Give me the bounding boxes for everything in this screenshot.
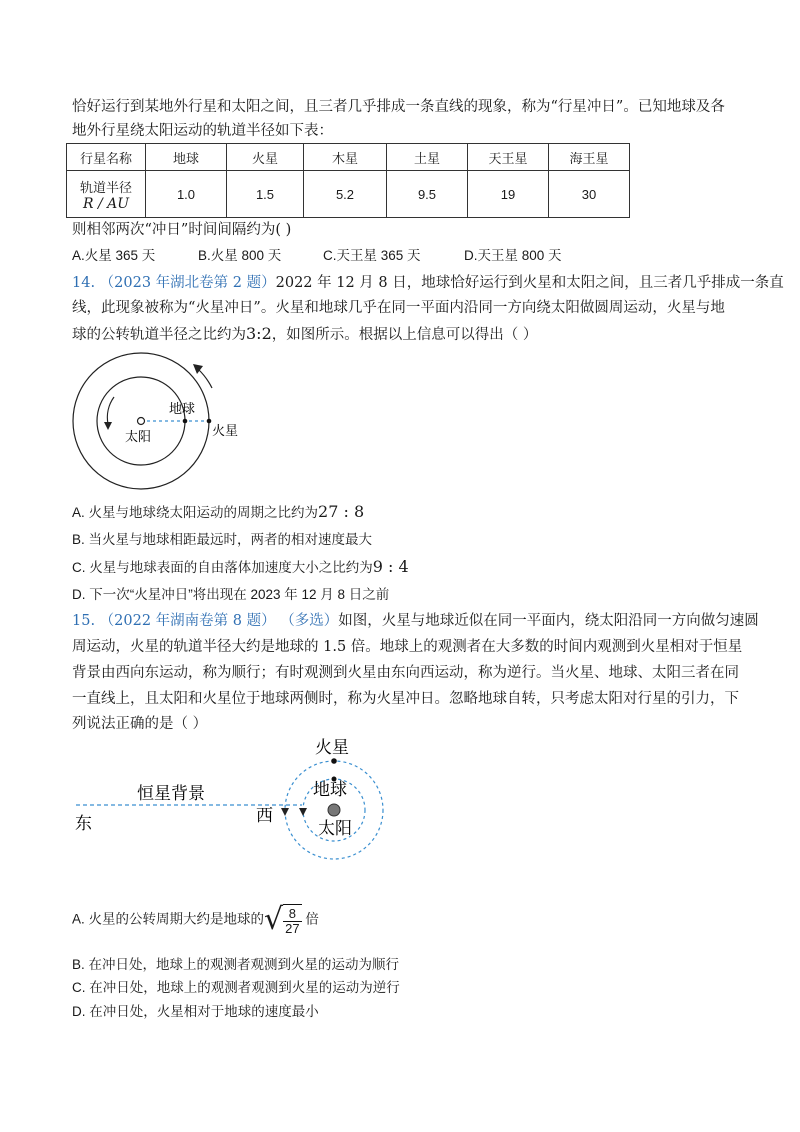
table-header: 海王星 bbox=[549, 144, 630, 171]
q14-line-3-post: ，如图所示。根据以上信息可以得出（ ） bbox=[271, 327, 538, 343]
q15-line-5: 列说法正确的是（ ） bbox=[72, 716, 208, 732]
sun-marker bbox=[328, 804, 340, 816]
q15-option-c: C. 在冲日处，地球上的观测者观测到火星的运动为逆行 bbox=[72, 980, 400, 995]
arrowhead-icon bbox=[104, 422, 112, 430]
fraction-numerator: 8 bbox=[283, 907, 301, 922]
earth-marker bbox=[183, 419, 188, 424]
q14-option-b: B. 当火星与地球相距最远时，两者的相对速度最大 bbox=[72, 532, 373, 547]
intro-line-1: 恰好运行到某地外行星和太阳之间，且三者几乎排成一条直线的现象，称为“行星冲日”。已知地球及各 bbox=[72, 99, 725, 115]
q15-option-a-suffix: 倍 bbox=[305, 911, 319, 927]
table-cell: 30 bbox=[549, 171, 630, 218]
orbit-radius-table bbox=[66, 143, 630, 218]
q13-question: 则相邻两次“冲日”时间间隔约为( ) bbox=[72, 222, 292, 238]
q14-line-2: 线，此现象被称为“火星冲日”。火星和地球几乎在同一平面内沿同一方向绕太阳做圆周运动，火星与地 bbox=[72, 300, 725, 316]
mars-direction-arrow bbox=[198, 369, 212, 388]
q15-orbit-diagram bbox=[70, 735, 400, 870]
q14-ratio: 3:2 bbox=[246, 324, 272, 343]
q14-option-a bbox=[72, 502, 364, 523]
table-row-label bbox=[67, 171, 146, 218]
q15-label-sun: 太阳 bbox=[318, 819, 352, 839]
q15-option-a bbox=[72, 904, 319, 936]
table-cell: 1.0 bbox=[146, 171, 227, 218]
q13-option-c: C.天王星 365 天 bbox=[323, 248, 421, 263]
sqrt-icon: √ bbox=[264, 902, 284, 937]
q15-label-east: 东 bbox=[75, 814, 92, 834]
q14-line-1: 2022 年 12 月 8 日，地球恰好运行到火星和太阳之间，且三者几乎排成一条直 bbox=[275, 275, 784, 291]
q15-line-2: 周运动，火星的轨道半径大约是地球的 1.5 倍。地球上的观测者在大多数的时间内观测到火星相对于恒星 bbox=[72, 639, 743, 655]
q15-line-3: 背景由西向东运动，称为顺行；有时观测到火星由东向西运动，称为逆行。当火星、地球、太阳三者在同 bbox=[72, 665, 739, 681]
table-header: 木星 bbox=[304, 144, 387, 171]
q14-source: 14. （2023 年湖北卷第 2 题） bbox=[72, 275, 276, 291]
q14-option-a-ratio: 27 : 8 bbox=[318, 502, 365, 521]
q14-label-earth: 地球 bbox=[169, 402, 196, 417]
q15-option-b: B. 在冲日处，地球上的观测者观测到火星的运动为顺行 bbox=[72, 957, 400, 972]
table-cell: 5.2 bbox=[304, 171, 387, 218]
q14-label-mars: 火星 bbox=[212, 424, 239, 439]
q15-label-star-background: 恒星背景 bbox=[137, 784, 205, 804]
sqrt-expression bbox=[264, 904, 302, 936]
table-header: 天王星 bbox=[468, 144, 549, 171]
sun-marker bbox=[138, 418, 145, 425]
table-cell: 19 bbox=[468, 171, 549, 218]
q14-text-line-3 bbox=[72, 324, 537, 345]
table-header: 地球 bbox=[146, 144, 227, 171]
table-header: 土星 bbox=[387, 144, 468, 171]
fraction-denominator: 27 bbox=[285, 921, 300, 936]
mars-marker bbox=[207, 419, 212, 424]
q13-option-d: D.天王星 800 天 bbox=[464, 248, 562, 263]
q15-option-d: D. 在冲日处，火星相对于地球的速度最小 bbox=[72, 1004, 319, 1019]
q14-orbit-diagram bbox=[66, 352, 266, 492]
table-header: 火星 bbox=[227, 144, 304, 171]
row-label-line-1: 轨道半径 bbox=[79, 179, 132, 195]
q14-option-c bbox=[72, 557, 409, 578]
table-header: 行星名称 bbox=[67, 144, 146, 171]
q15-line-1: 如图，火星与地球近似在同一平面内，绕太阳沿同一方向做匀速圆 bbox=[338, 613, 759, 629]
q15-label-earth: 地球 bbox=[313, 780, 347, 800]
q14-text-line-1 bbox=[72, 273, 784, 293]
q14-option-c-text: C. 火星与地球表面的自由落体加速度大小之比约为 bbox=[72, 560, 373, 575]
table-cell: 9.5 bbox=[387, 171, 468, 218]
q15-source: 15. （2022 年湖南卷第 8 题） （多选） bbox=[72, 613, 339, 629]
q13-option-a: A.火星 365 天 bbox=[72, 248, 156, 263]
q14-option-c-ratio: 9 : 4 bbox=[372, 557, 409, 576]
q15-option-a-text: A. 火星的公转周期大约是地球的 bbox=[72, 911, 265, 927]
q14-option-d: D. 下一次“火星冲日”将出现在 2023 年 12 月 8 日之前 bbox=[72, 587, 390, 602]
earth-direction-arrow bbox=[107, 397, 114, 424]
q14-option-a-text: A. 火星与地球绕太阳运动的周期之比约为 bbox=[72, 505, 319, 520]
q14-line-3-pre: 球的公转轨道半径之比约为 bbox=[72, 327, 246, 343]
q15-label-west: 西 bbox=[256, 806, 273, 826]
q15-label-mars: 火星 bbox=[315, 738, 349, 758]
row-label-unit: R / AU bbox=[82, 195, 130, 212]
q13-option-b: B.火星 800 天 bbox=[198, 248, 282, 263]
q14-label-sun: 太阳 bbox=[125, 430, 152, 445]
arrowhead-icon bbox=[299, 808, 307, 816]
intro-line-2: 地外行星绕太阳运动的轨道半径如下表： bbox=[72, 123, 333, 139]
arrowhead-icon bbox=[281, 808, 289, 816]
mars-marker bbox=[331, 758, 337, 764]
q15-line-4: 一直线上，且太阳和火星位于地球两侧时，称为火星冲日。忽略地球自转，只考虑太阳对行星的引力，下 bbox=[72, 691, 739, 707]
fraction bbox=[283, 904, 301, 936]
table-cell: 1.5 bbox=[227, 171, 304, 218]
q15-text-line-1 bbox=[72, 611, 759, 631]
